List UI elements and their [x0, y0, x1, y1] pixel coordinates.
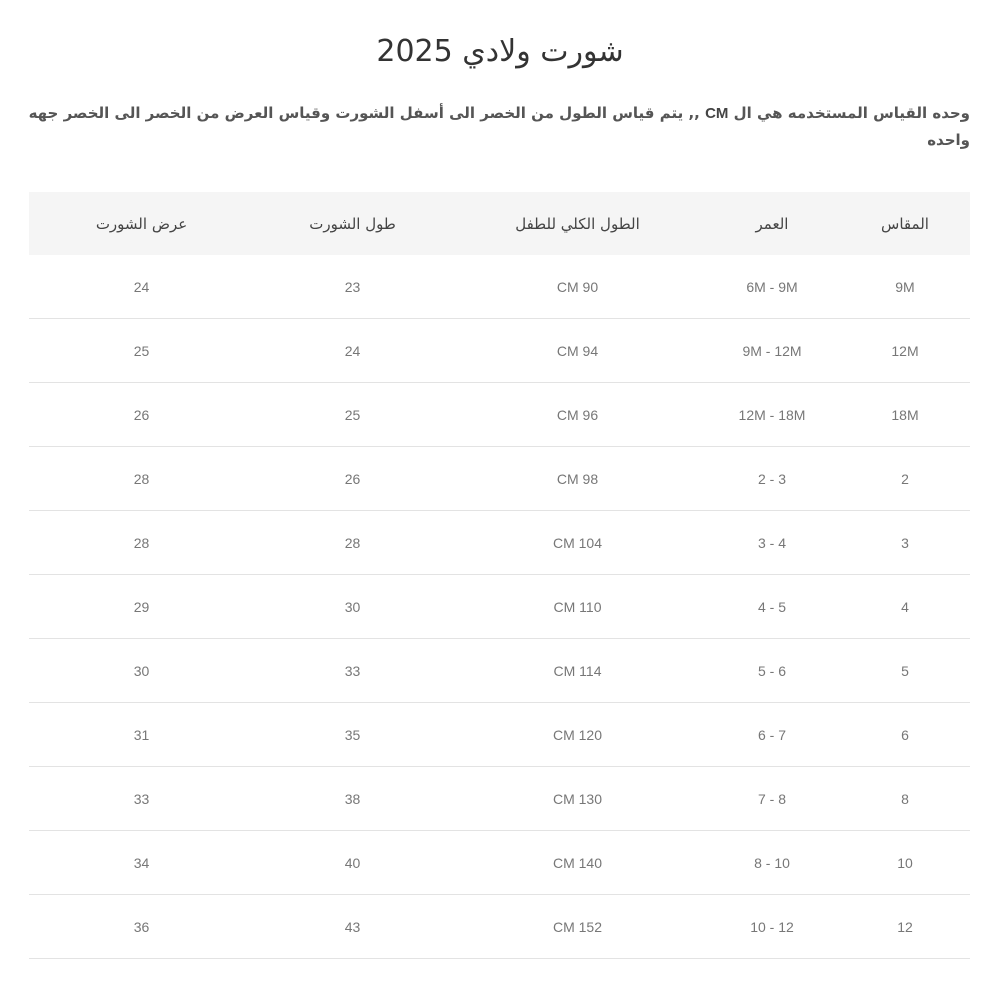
page-title: شورت ولادي 2025	[376, 34, 624, 69]
cell-size: 9M	[840, 255, 970, 319]
cell-age: 9M - 12M	[704, 319, 840, 383]
cell-short-length: 28	[254, 511, 451, 575]
cell-short-width: 31	[29, 703, 254, 767]
cell-age: 6 - 5	[704, 639, 840, 703]
cell-total-length: CM 130	[451, 767, 704, 831]
cell-short-length: 24	[254, 319, 451, 383]
cell-short-length: 35	[254, 703, 451, 767]
cell-short-length: 23	[254, 255, 451, 319]
cell-total-length: CM 96	[451, 383, 704, 447]
cell-age: 12M - 18M	[704, 383, 840, 447]
table-body	[29, 255, 970, 959]
description-text-start: وحده القياس المستخدمه هي ال	[728, 104, 970, 122]
cell-size: 3	[840, 511, 970, 575]
cell-age: 6M - 9M	[704, 255, 840, 319]
cell-age: 3 - 2	[704, 447, 840, 511]
table-row	[29, 319, 970, 383]
cell-total-length: CM 152	[451, 895, 704, 959]
table-row	[29, 255, 970, 319]
cell-size: 4	[840, 575, 970, 639]
cell-short-length: 26	[254, 447, 451, 511]
cell-size: 12	[840, 895, 970, 959]
header-total-length: الطول الكلي للطفل	[515, 214, 640, 233]
cell-total-length: CM 104	[451, 511, 704, 575]
table-row	[29, 703, 970, 767]
cell-short-length: 40	[254, 831, 451, 895]
cell-total-length: CM 120	[451, 703, 704, 767]
header-short-length: طول الشورت	[309, 214, 396, 233]
cell-short-length: 33	[254, 639, 451, 703]
cell-age: 5 - 4	[704, 575, 840, 639]
table-header	[29, 192, 970, 255]
cell-short-width: 25	[29, 319, 254, 383]
cell-total-length: CM 94	[451, 319, 704, 383]
cell-short-length: 25	[254, 383, 451, 447]
cell-total-length: CM 114	[451, 639, 704, 703]
cell-age: 12 - 10	[704, 895, 840, 959]
cell-size: 6	[840, 703, 970, 767]
cell-size: 5	[840, 639, 970, 703]
cell-size: 10	[840, 831, 970, 895]
cell-size: 18M	[840, 383, 970, 447]
table-row	[29, 575, 970, 639]
table-row	[29, 383, 970, 447]
cell-short-length: 43	[254, 895, 451, 959]
cell-short-width: 33	[29, 767, 254, 831]
cell-total-length: CM 90	[451, 255, 704, 319]
cell-short-length: 38	[254, 767, 451, 831]
cell-short-length: 30	[254, 575, 451, 639]
table-row	[29, 639, 970, 703]
header-age: العمر	[755, 214, 789, 233]
cell-total-length: CM 140	[451, 831, 704, 895]
cell-age: 8 - 7	[704, 767, 840, 831]
cell-size: 2	[840, 447, 970, 511]
cell-short-width: 28	[29, 511, 254, 575]
cell-short-width: 26	[29, 383, 254, 447]
unit-label: CM	[705, 105, 729, 122]
cell-short-width: 34	[29, 831, 254, 895]
cell-short-width: 28	[29, 447, 254, 511]
cell-age: 7 - 6	[704, 703, 840, 767]
cell-size: 8	[840, 767, 970, 831]
cell-age: 4 - 3	[704, 511, 840, 575]
cell-size: 12M	[840, 319, 970, 383]
cell-total-length: CM 98	[451, 447, 704, 511]
size-chart-table	[29, 192, 970, 959]
cell-short-width: 36	[29, 895, 254, 959]
description-text-end: ,, يتم قياس الطول من الخصر الى أسفل الشورت وقياس العرض من الخصر الى الخصر جهه واحده	[28, 104, 970, 149]
table-row	[29, 831, 970, 895]
cell-short-width: 30	[29, 639, 254, 703]
table-row	[29, 767, 970, 831]
header-row	[29, 192, 970, 255]
cell-total-length: CM 110	[451, 575, 704, 639]
table-row	[29, 447, 970, 511]
table-row	[29, 511, 970, 575]
cell-short-width: 24	[29, 255, 254, 319]
measurement-description	[25, 100, 970, 153]
table-row	[29, 895, 970, 959]
header-size: المقاس	[881, 214, 929, 233]
cell-age: 10 - 8	[704, 831, 840, 895]
cell-short-width: 29	[29, 575, 254, 639]
header-short-width: عرض الشورت	[95, 214, 188, 233]
